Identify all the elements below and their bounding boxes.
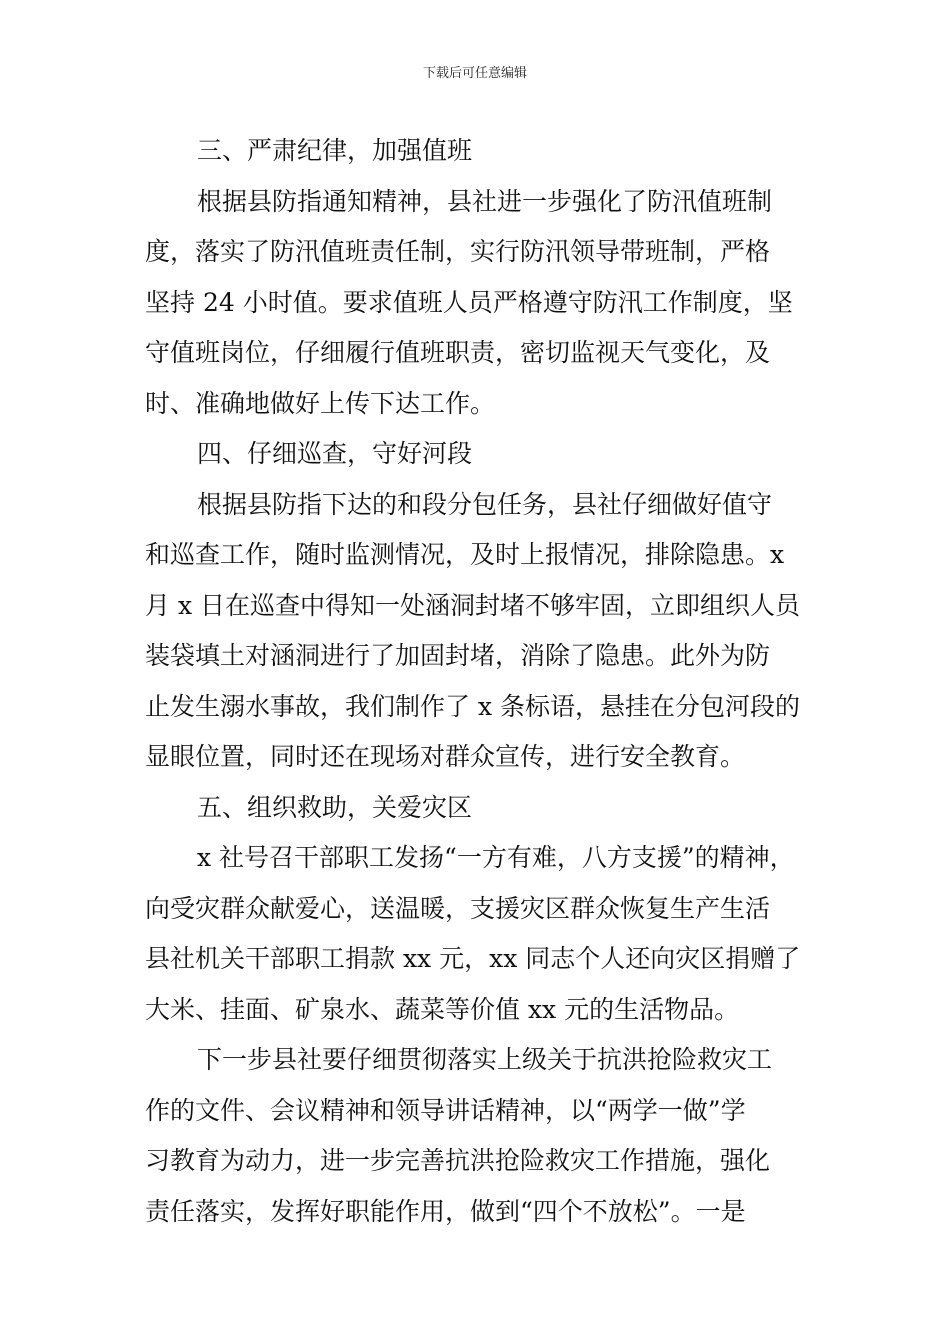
paragraph-line: 责任落实，发挥好职能作用，做到“四个不放松”。一是 <box>145 1196 746 1226</box>
section-heading: 五、组织救助，关爱灾区 <box>197 792 473 822</box>
paragraph-line: 时、准确地做好上传下达工作。 <box>145 388 496 418</box>
paragraph-line: 作的文件、会议精神和领导讲话精神，以“两学一做”学 <box>145 1095 746 1125</box>
paragraph-line: 月 x 日在巡查中得知一处涵洞封堵不够牢固，立即组织人员 <box>145 590 800 620</box>
paragraph-line: 显眼位置，同时还在现场对群众宣传，进行安全教育。 <box>145 742 746 771</box>
paragraph-line: 下一步县社要仔细贯彻落实上级关于抗洪抢险救灾工 <box>197 1045 773 1074</box>
paragraph-line: 根据县防指下达的和段分包任务，县社仔细做好值守 <box>197 489 773 519</box>
paragraph-line: 度，落实了防汛值班责任制，实行防汛领导带班制，严格 <box>145 237 771 266</box>
paragraph-line: 守值班岗位，仔细履行值班职责，密切监视天气变化，及 <box>145 338 771 367</box>
section-heading: 三、严肃纪律，加强值班 <box>197 136 473 165</box>
section-heading: 四、仔细巡查，守好河段 <box>197 439 473 468</box>
paragraph-line: 县社机关干部职工捐款 xx 元，xx 同志个人还向灾区捐赠了 <box>145 944 801 973</box>
paragraph-line: x 社号召干部职工发扬“一方有难，八方支援”的精神， <box>197 843 795 872</box>
paragraph-line: 习教育为动力，进一步完善抗洪抢险救灾工作措施，强化 <box>145 1146 771 1175</box>
paragraph-line: 根据县防指通知精神，县社进一步强化了防汛值班制 <box>197 186 773 216</box>
paragraph-line: 止发生溺水事故，我们制作了 x 条标语，悬挂在分包河段的 <box>145 691 800 721</box>
page-header: 下载后可任意编辑 <box>422 66 527 81</box>
document-body <box>145 126 810 1237</box>
paragraph-line: 装袋填土对涵洞进行了加固封堵，消除了隐患。此外为防 <box>145 641 771 670</box>
paragraph-line: 和巡查工作，随时监测情况，及时上报情况，排除隐患。x <box>145 540 785 569</box>
paragraph-line: 坚持 24 小时值。要求值班人员严格遵守防汛工作制度，坚 <box>145 287 793 317</box>
paragraph-line: 向受灾群众献爱心，送温暖，支援灾区群众恢复生产生活 <box>145 893 771 923</box>
paragraph-line: 大米、挂面、矿泉水、蔬菜等价值 xx 元的生活物品。 <box>145 994 740 1024</box>
